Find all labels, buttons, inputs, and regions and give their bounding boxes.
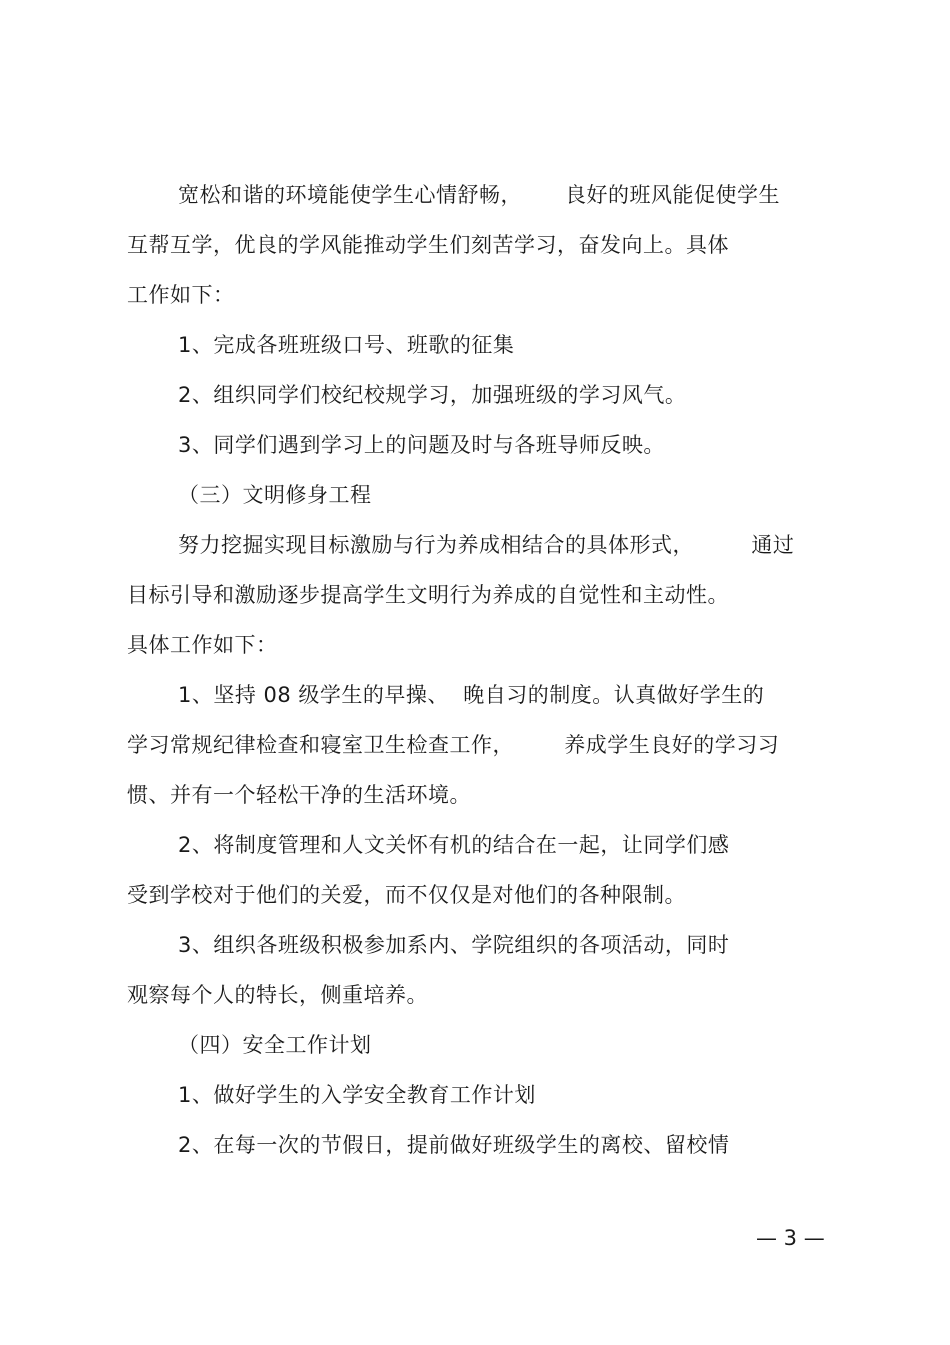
- text-line: 工作如下：: [127, 283, 235, 307]
- text-line: 3、组织各班级积极参加系内、学院组织的各项活动，同时: [178, 933, 730, 957]
- section-heading: （四）安全工作计划: [178, 1033, 372, 1057]
- text-line: 受到学校对于他们的关爱，而不仅仅是对他们的各种限制。: [127, 883, 686, 907]
- text-line: 努力挖掘实现目标激励与行为养成相结合的具体形式， 通过: [178, 533, 795, 557]
- text-line: 1、做好学生的入学安全教育工作计划: [178, 1083, 536, 1107]
- text-line: 2、将制度管理和人文关怀有机的结合在一起，让同学们感: [178, 833, 730, 857]
- page-number: — 3 —: [756, 1226, 825, 1250]
- text-line: 学习常规纪律检查和寝室卫生检查工作， 养成学生良好的学习习: [127, 733, 780, 757]
- text-line: 宽松和谐的环境能使学生心情舒畅， 良好的班风能促使学生: [178, 183, 781, 207]
- section-heading: （三）文明修身工程: [178, 483, 372, 507]
- text-line: 具体工作如下：: [127, 633, 278, 657]
- text-line: 互帮互学，优良的学风能推动学生们刻苦学习，奋发向上。具体: [127, 233, 729, 257]
- text-line: 2、在每一次的节假日，提前做好班级学生的离校、留校情: [178, 1133, 730, 1157]
- text-line: 1、坚持 08 级学生的早操、 晚自习的制度。认真做好学生的: [178, 683, 765, 707]
- text-line: 1、完成各班班级口号、班歌的征集: [178, 333, 515, 357]
- text-line: 观察每个人的特长，侧重培养。: [127, 983, 428, 1007]
- text-line: 目标引导和激励逐步提高学生文明行为养成的自觉性和主动性。: [127, 583, 729, 607]
- text-line: 惯、并有一个轻松干净的生活环境。: [127, 783, 471, 807]
- text-line: 2、组织同学们校纪校规学习，加强班级的学习风气。: [178, 383, 687, 407]
- text-line: 3、同学们遇到学习上的问题及时与各班导师反映。: [178, 433, 665, 457]
